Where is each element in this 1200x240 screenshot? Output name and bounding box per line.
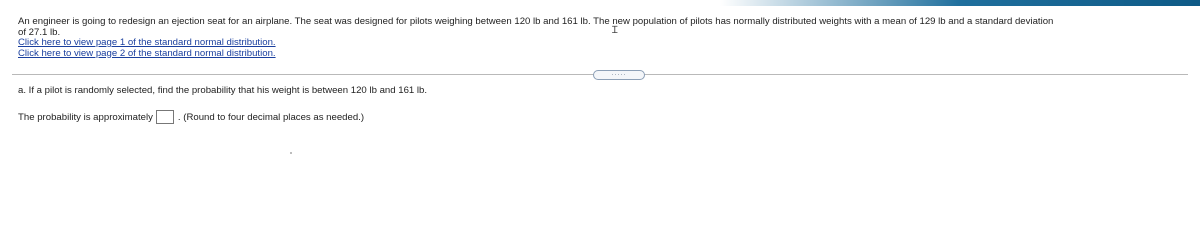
problem-text-line-2: of 27.1 lb. bbox=[18, 26, 61, 38]
expand-button[interactable]: ..... bbox=[593, 70, 645, 80]
problem-text-line-1: An engineer is going to redesign an ejection seat for an airplane. The seat was designed for pilots weighing between 120 lb and 161 lb. The new population of pilots has normally distributed weights with a mean of 129 lb and a standard deviation bbox=[18, 17, 1054, 27]
answer-input[interactable] bbox=[156, 110, 174, 124]
answer-prefix: The probability is approximately bbox=[18, 111, 153, 123]
standard-normal-page-1-link[interactable]: Click here to view page 1 of the standard normal distribution. bbox=[18, 37, 276, 48]
answer-row bbox=[18, 110, 364, 124]
rounding-hint: . (Round to four decimal places as needed.) bbox=[177, 111, 365, 123]
part-a-question: a. If a pilot is randomly selected, find the probability that his weight is between 120 lb and 161 lb. bbox=[18, 85, 428, 96]
standard-normal-page-2-link[interactable]: Click here to view page 2 of the standard normal distribution. bbox=[18, 47, 276, 59]
stray-dot bbox=[290, 152, 292, 154]
problem-statement bbox=[18, 17, 1198, 59]
section-divider bbox=[12, 70, 1192, 80]
header-accent-bar bbox=[0, 0, 1200, 6]
text-cursor-icon: Ɪ bbox=[612, 25, 618, 36]
